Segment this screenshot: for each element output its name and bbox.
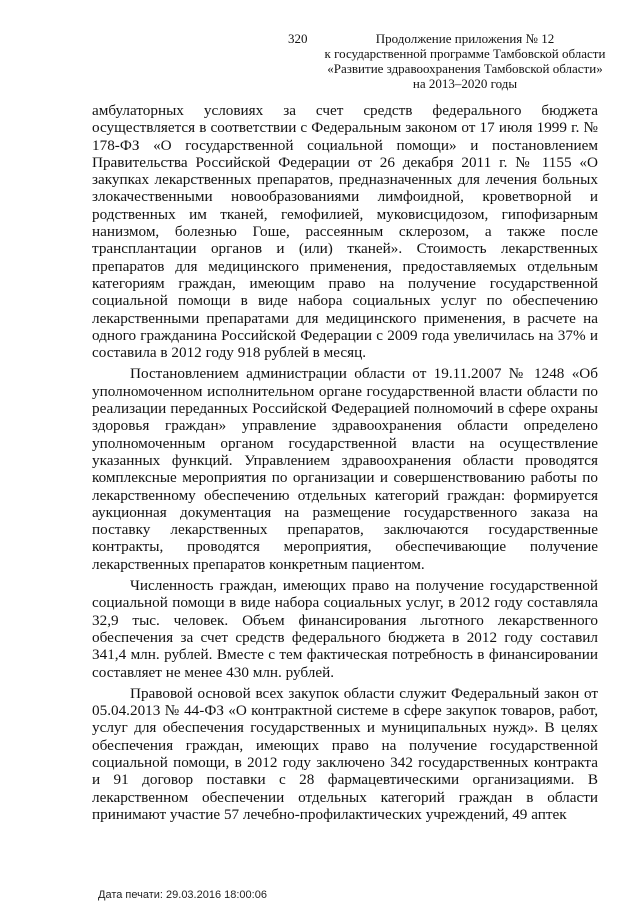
header-line-program: к государственной программе Тамбовской области [324,46,606,61]
page-number: 320 [288,31,308,46]
paragraph-drug-provision-cost: амбулаторных условиях за счет средств федерального бюджета осуществляется в соответствии с Федеральным законом от 17 июля 1999 г. № 178-ФЗ «О государственной социальной помощи» и постановлением Правительства Российской Федерации от 26 декабря 2011 г. № 1155 «О закупках лекарственных препаратов, предназначенных для лечения больных злокачественными новообразованиями лимфоидной, кроветворной и родственных им тканей, гемофилией, муковисцидозом, гипофизарным нанизмом, болезнью Гоше, рассеянным склерозом, а также после трансплантации органов и (или) тканей». Стоимость лекарственных препаратов для медицинского применения, предоставляемых отдельным категориям граждан, имеющим право на получение государственной социальной помощи в виде набора социальных услуг по обеспечению лекарственными препаратами для медицинского применения, в расчете на одного гражданина Российской Федерации с 2009 года увеличилась на 37% и составила в 2012 году 918 рублей в месяц. [92,102,598,362]
paragraph-procurement-basis: Правовой основой всех закупок области служит Федеральный закон от 05.04.2013 № 44-ФЗ «О контрактной системе в сфере закупок товаров, работ, услуг для обеспечения государственных и муниципальных нужд». В целях обеспечения граждан, имеющих право на получение государственной социальной помощи, в 2012 году заключено 342 государственных контракта и 91 договор поставки с 28 фармацевтическими организациями. В лекарственном обеспечении отдельных категорий граждан в области принимают участие 57 лечебно-профилактических учреждений, 49 аптек [92,684,598,823]
header-line-appendix: Продолжение приложения № 12 [375,31,555,46]
document-body [92,102,598,823]
header-line-program-title: «Развитие здравоохранения Тамбовской области» [327,61,603,76]
appendix-header [300,31,630,91]
paragraph-authorized-body: Постановлением администрации области от 19.11.2007 № 1248 «Об уполномоченном исполнительном органе государственной власти области по реализации переданных Российской Федерацией полномочий в сфере охраны здоровья граждан» управление здравоохранения области определено уполномоченным органом государственной власти на осуществление указанных функций. Управлением здравоохранения области проводятся комплексные мероприятия по организации и совершенствованию работы по лекарственному обеспечению отдельных категорий граждан: формируется аукционная документация на размещение государственного заказа на поставку лекарственных препаратов, заключаются государственные контракты, проводятся мероприятия, обеспечивающие получение лекарственных препаратов конкретным пациентом. [92,365,598,573]
print-date-stamp: Дата печати: 29.03.2016 18:00:06 [98,889,267,901]
paragraph-beneficiaries-count: Численность граждан, имеющих право на получение государственной социальной помощи в виде набора социальных услуг, в 2012 году составляла 32,9 тыс. человек. Объем финансирования льготного лекарственного обеспечения за счет средств федерального бюджета в 2012 году составил 341,4 млн. рублей. Вместе с тем фактическая потребность в финансировании составляет не менее 430 млн. рублей. [92,577,598,681]
header-line-years: на 2013–2020 годы [412,76,518,91]
